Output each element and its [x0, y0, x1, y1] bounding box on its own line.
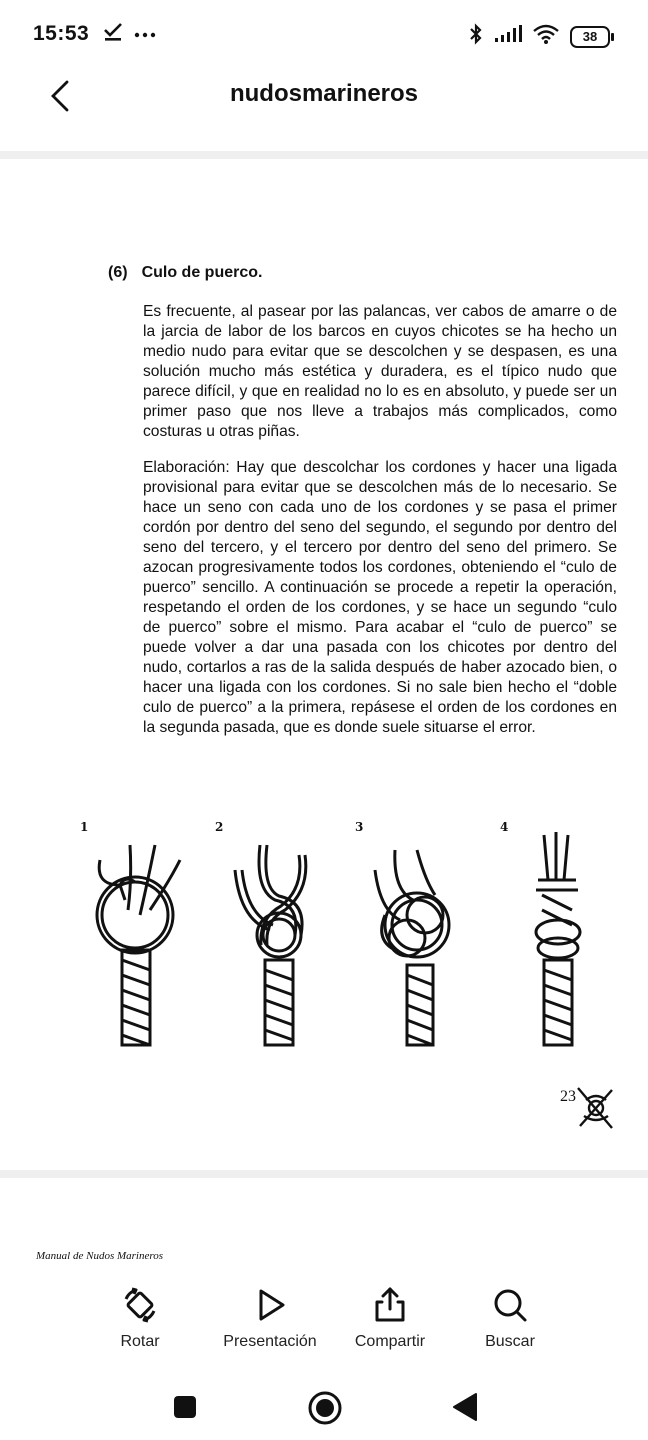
knot-logo-icon — [572, 1082, 618, 1139]
figure-number-2: 2 — [215, 820, 224, 834]
search-label: Buscar — [485, 1333, 535, 1350]
knot-step-4-drawing — [500, 820, 620, 1060]
footer-caption: Manual de Nudos Marineros — [36, 1250, 164, 1262]
download-done-icon — [102, 22, 124, 47]
knot-figure-3 — [355, 820, 475, 1060]
triangle-back-icon — [452, 1392, 478, 1422]
bluetooth-icon — [468, 22, 484, 51]
app-title: nudosmarineros — [229, 80, 419, 107]
figure-number-4: 4 — [500, 820, 509, 834]
status-bar — [0, 0, 648, 70]
knot-step-2-drawing — [215, 820, 335, 1060]
paragraph-elaboration: Elaboración: Hay que descolchar los cordones y hacer una ligada provisional para evitar que se descolchen más de lo necesario. Se hace un seno con cada uno de los cordones y se pasa el primer cordón por dentro del seno del segundo, el segundo por dentro del seno del tercero, y el tercero por dentro del seno del primero. Se azocan progresivamente todos los cordones, obteniendo el “culo de puerco” sencillo. A continuación se procede a repetir la operación, respetando el orden de los cordones, y se hace un segundo “culo de puerco” sobre el mismo. Para acabar el “culo de puerco” se puede volver a dar una pasada con los chicotes por dentro del nudo, cortarlos a ras de la salida después de haber azocado bien, o hacer una ligada con los cordones. Si no sale bien hecho el “doble culo de puerco” a la primera, repásese el orden de los cordones en la segunda pasada, que es donde suele situarse el error. — [143, 459, 617, 736]
knot-step-1-drawing — [80, 820, 200, 1060]
system-nav-bar — [0, 1380, 648, 1440]
home-circle-icon — [307, 1390, 343, 1426]
knot-figure-4 — [500, 820, 620, 1060]
search-button[interactable] — [475, 1285, 545, 1351]
status-right-icons — [468, 22, 610, 51]
bottom-toolbar — [0, 1285, 648, 1365]
presentation-button[interactable] — [215, 1285, 325, 1351]
back-nav-button[interactable] — [452, 1392, 478, 1427]
knot-figure-2 — [215, 820, 335, 1060]
rotate-label: Rotar — [120, 1333, 160, 1350]
status-left-icons — [102, 22, 156, 47]
paragraph-intro: Es frecuente, al pasear por las palancas, ver cabos de amarre o de la jarcia de labor de los barcos en cuyos chicotes se ha hecho un medio nudo para evitar que se descolchen y se despasen, es una solución mucho más estética y duradera, es el típico nudo que parece difícil, y que en realidad no lo es en absoluto, y puede ser un primer paso que nos lleve a trabajos más complicados, como costuras u otras piñas. — [143, 303, 617, 440]
page-number: 23 — [560, 1088, 576, 1105]
square-icon — [172, 1394, 198, 1420]
rotate-icon — [120, 1285, 160, 1325]
play-icon — [250, 1285, 290, 1325]
document-page[interactable] — [0, 160, 648, 1170]
section-number: (6) — [108, 264, 128, 281]
recents-button[interactable] — [172, 1394, 198, 1425]
status-time: 15:53 — [33, 22, 90, 45]
more-dots-icon — [134, 26, 156, 44]
share-icon — [370, 1285, 410, 1325]
battery-indicator: 38 — [570, 26, 610, 48]
home-button[interactable] — [307, 1390, 343, 1431]
app-bar — [0, 62, 648, 132]
figure-number-3: 3 — [355, 820, 364, 834]
signal-icon — [494, 24, 522, 49]
knot-illustrations — [70, 820, 630, 1060]
knot-figure-1 — [80, 820, 200, 1060]
rotate-button[interactable] — [115, 1285, 165, 1351]
bottom-divider — [0, 1170, 648, 1178]
share-button[interactable] — [345, 1285, 435, 1351]
figure-number-1: 1 — [80, 820, 89, 834]
knot-step-3-drawing — [355, 820, 475, 1060]
top-divider — [0, 151, 648, 159]
section-title: Culo de puerco. — [141, 264, 263, 281]
section-heading — [108, 264, 262, 282]
search-icon — [490, 1285, 530, 1325]
share-label: Compartir — [354, 1333, 426, 1350]
presentation-label: Presentación — [223, 1333, 317, 1350]
wifi-icon — [532, 23, 560, 50]
